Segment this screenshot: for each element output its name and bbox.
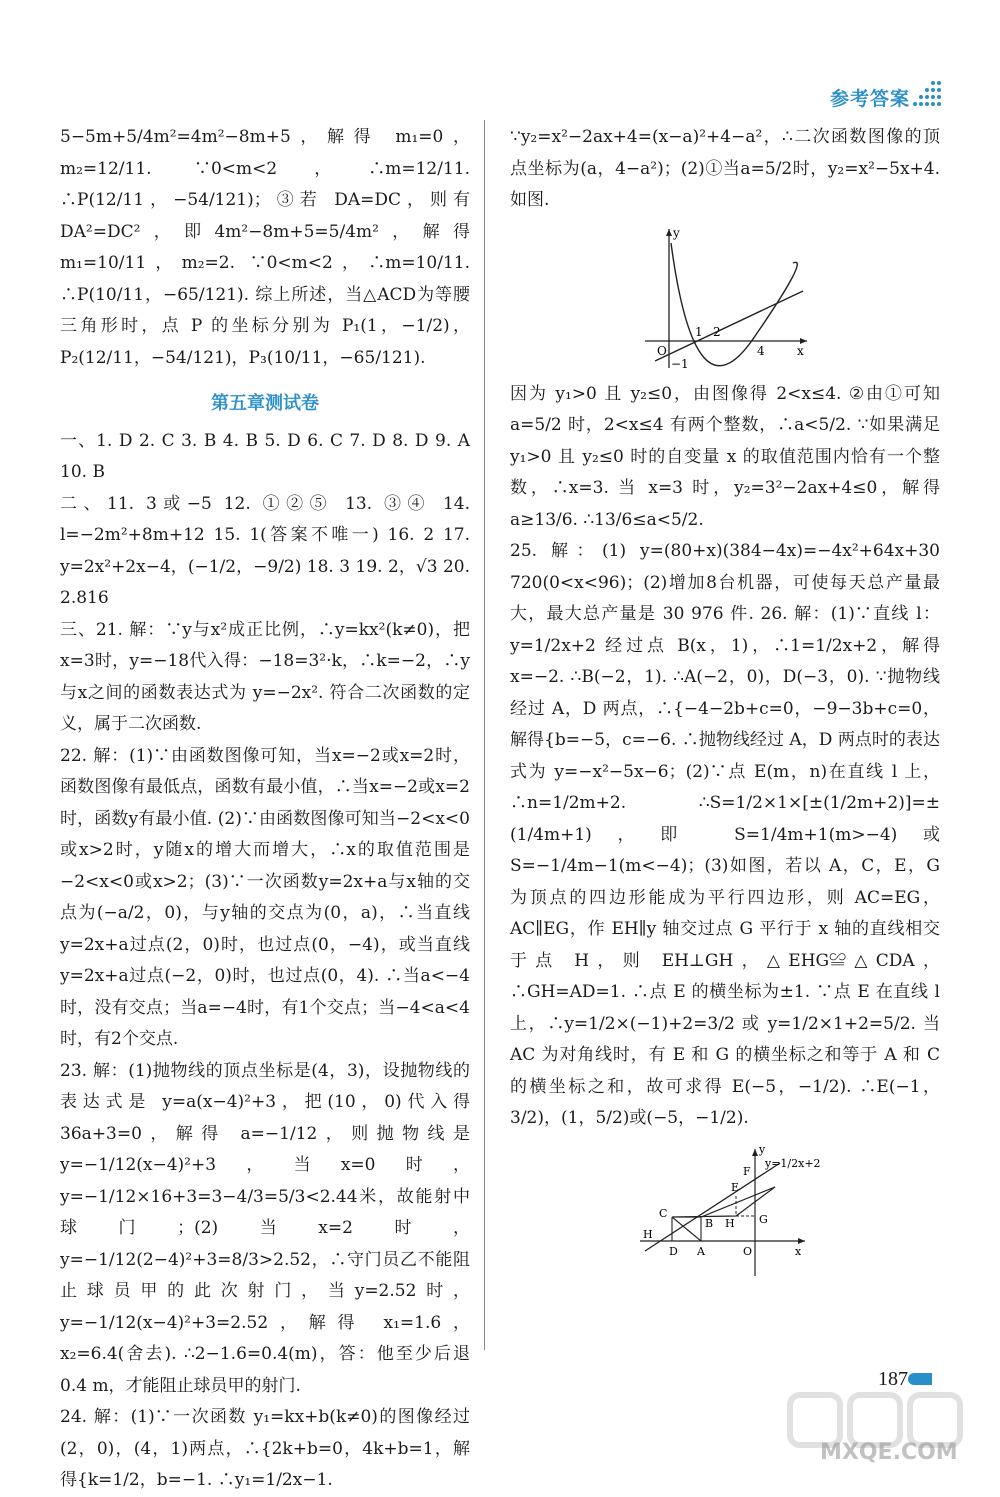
fig2-origin-label: O <box>743 1244 753 1258</box>
fig1-y-label: y <box>673 225 680 240</box>
right-paragraph-2: 因为 y₁>0 且 y₂≤0，由图像得 2<x≤4. ②由①可知 a=5/2 时，2<x≤4 有两个整数，∴a<5/2. ∵如果满足 y₁>0 且 y₂≤0 时的自变量 x 的取值范围内恰有一个整数，∴x=3. 当 x=3 时，y₂=3²−2ax+4≤0，解得 a≥13/6. ∴13/6≤a<5/2. <box>510 383 940 530</box>
page-number: 187 <box>878 1368 908 1390</box>
fig1-origin-label: O <box>657 343 667 358</box>
fig2-label-H-inner: H <box>725 1216 735 1230</box>
page-header <box>0 0 1000 120</box>
right-paragraph-1: ∵y₂=x²−2ax+4=(x−a)²+4−a²，∴二次函数图像的顶点坐标为(a，4−a²)；(2)①当a=5/2时，y₂=x²−5x+4. 如图. <box>510 127 940 210</box>
right-paragraph-3: 25. 解：(1) y=(80+x)(384−4x)=−4x²+64x+30 720(0<x<96)；(2)增加8台机器，可使每天总产量最大，最大总产量是 30 976 件. 26. 解：(1)∵直线 l：y=1/2x+2 经过点 B(x，1)，∴1=1/2x+2，解得 x=−2. ∴B(−2，1). ∴A(−2，0)，D(−3，0). ∵抛物线经过 A，D 两点，∴{−4−2b+c=0，−9−3b+c=0，解得{b=−5，c=−6. ∴抛物线经过 A，D 两点时的表达式为 y=−x²−5x−6；(2)∵点 E(m，n)在直线 l 上，∴n=1/2m+2. ∴S=1/2×1×[±(1/2m+2)]=±(1/4m+1)，即 S=1/4m+1(m>−4)或 S=−1/4m−1(m<−4)；(3)如图，若以 A，C，E，G 为顶点的四边形能成为平行四边形，则 AC=EG，AC∥EG，作 EH∥y 轴交过点 G 平行于 x 轴的直线相交于点 H，则 EH⊥GH，△EHG≌△CDA，∴GH=AD=1. ∴点 E 的横坐标为±1. ∵点 E 在直线 l 上，∴y=1/2×(−1)+2=3/2 或 y=1/2×1+2=5/2. 当 AC 为对角线时，有 E 和 G 的横坐标之和等于 A 和 C 的横坐标之和，故可求得 E(−5，−1/2). ∴E(−1，3/2)，(1，5/2)或(−5，−1/2). <box>510 541 940 1128</box>
fig2-y-label: y <box>759 1142 766 1156</box>
left-paragraph-1: 5−5m+5/4m²=4m²−8m+5，解得 m₁=0，m₂=12/11. ∵0<m<2，∴m=12/11. ∴P(12/11，−54/121)；③若 DA=DC，则有 DA²=DC²，即4m²−8m+5=5/4m²，解得 m₁=10/11，m₂=2. ∵0<m<2，∴m=10/11. ∴P(10/11，−65/121). 综上所述，当△ACD为等腰三角形时，点 P 的坐标分别为 P₁(1，−1/2)，P₂(12/11，−54/121)，P₃(10/11，−65/121). <box>60 127 470 368</box>
parabola-figure <box>635 223 815 373</box>
fig1-tick-1: 1 <box>695 324 703 339</box>
fig1-tick-neg1: −1 <box>671 356 689 371</box>
fig2-label-D: D <box>669 1244 678 1258</box>
header-dots-icon <box>912 80 942 108</box>
fig2-label-E: E <box>731 1180 740 1194</box>
answers-fill: 二、11. 3或−5 12. ①②⑤ 13. ③④ 14. l=−2m²+8m+12 15. 1(答案不唯一) 16. 2 17. y=2x²+2x−4，(−1/2，−9/2) 18. 3 19. 2，√3 20. 2.816 <box>60 493 470 608</box>
parallelogram-figure <box>635 1141 821 1281</box>
answer-23: 23. 解：(1)抛物线的顶点坐标是(4，3)，设抛物线的表达式是 y=a(x−4)²+3，把(10，0)代入得 36a+3=0，解得 a=−1/12，则抛物线是 y=−1/12(x−4)²+3，当x=0时，y=−1/12×16+3=3−4/3=5/3<2.44米，故能射中球门；(2)当x=2时，y=−1/12(2−4)²+3=8/3>2.52，∴守门员乙不能阻止球员甲的此次射门，当y=2.52时，y=−1/12(x−4)²+3=2.52，解得 x₁=1.6，x₂=6.4(舍去). ∴2−1.6=0.4(m)，答：他至少后退0.4 m，才能阻止球员甲的射门. <box>60 1060 470 1396</box>
watermark-text: MXQE.COM <box>820 1440 958 1465</box>
fig2-label-B: B <box>705 1216 714 1230</box>
right-column <box>510 122 940 1287</box>
answer-24: 24. 解：(1)∵一次函数 y₁=kx+b(k≠0)的图像经过(2，0)，(4，1)两点，∴{2k+b=0，4k+b=1，解得{k=1/2，b=−1. ∴y₁=1/2x−1. <box>60 1407 470 1490</box>
fig2-line-label: y=1/2x+2 <box>765 1156 821 1170</box>
fig1-x-label: x <box>797 343 804 358</box>
column-divider <box>484 120 485 1350</box>
answer-21: 三、21. 解：∵y与x²成正比例，∴y=kx²(k≠0)，把x=3时，y=−18代入得：−18=3²·k，∴k=−2，∴y与x之间的函数表达式为 y=−2x². 符合二次函数的定义，属于二次函数. <box>60 619 470 734</box>
fig1-tick-2: 2 <box>713 324 721 339</box>
header-title: 参考答案 <box>829 88 910 110</box>
fig2-x-label: x <box>795 1244 802 1258</box>
fig1-tick-4: 4 <box>757 343 765 358</box>
section-title: 第五章测试卷 <box>211 393 319 414</box>
fig2-label-G: G <box>759 1212 768 1226</box>
fig2-label-A: A <box>697 1244 705 1258</box>
answer-22: 22. 解：(1)∵由函数图像可知，当x=−2或x=2时，函数图像有最低点，函数有最小值，∴当x=−2或x=2时，函数y有最小值. (2)∵由函数图像可知当−2<x<0或x>2时，y随x的增大而增大，∴x的取值范围是−2<x<0或x>2；(3)∵一次函数y=2x+a与x轴的交点为(−a/2，0)，与y轴的交点为(0，a)，∴当直线y=2x+a过点(2，0)时，也过点(0，−4)，或当直线y=2x+a过点(−2，0)时，也过点(0，4). ∴当a<−4时，没有交点；当a=−4时，有1个交点；当−4<a<4时，有2个交点. <box>60 745 470 1049</box>
fig2-label-H-left: H <box>643 1227 653 1241</box>
page-tab <box>908 1373 932 1385</box>
left-column <box>60 122 470 1497</box>
answers-choice: 一、1. D 2. C 3. B 4. B 5. D 6. C 7. D 8. D 9. A 10. B <box>60 430 470 482</box>
fig2-label-F: F <box>743 1164 751 1178</box>
fig2-label-C: C <box>659 1206 668 1220</box>
